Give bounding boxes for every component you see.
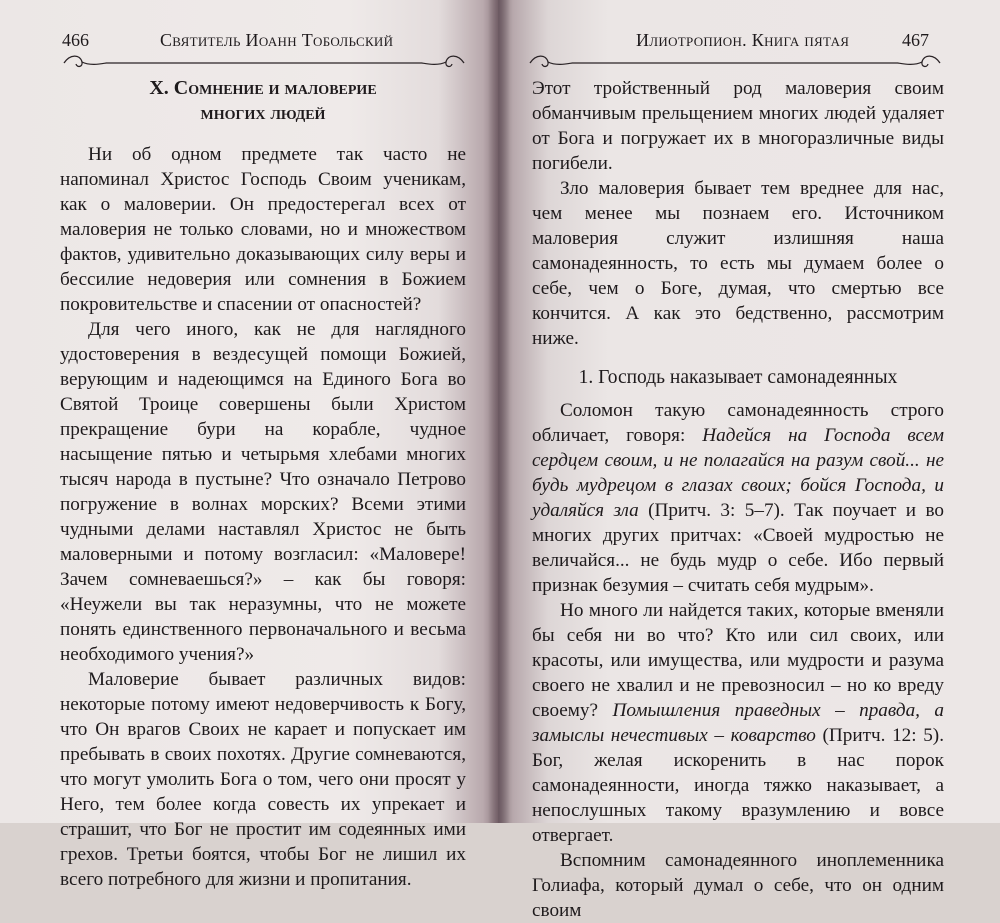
right-running-head: Илиотропион. Книга пятая <box>636 30 850 50</box>
right-paragraph-3 <box>532 398 944 598</box>
left-paragraph-2: Для чего иного, как не для наглядного удостоверения в вездесущей помощи Божией, верующим и надеющимся на Единого Бога во Святой Троице совершены были Христом прекращение бури на корабле, чудное насыщение пятью и четырьмя хлебами многих тысяч народа в пустыне? Что означало Петрово погружение в волнах морских? Всеми этими чудными делами наставлял Христос не быть маловерными и потому возгласил: «Маловере! Зачем сомневаешься?» – как бы говоря: «Неужели вы так неразумны, что не можете понять единственного первоначального и весьма необходимого учения?» <box>60 319 466 665</box>
chapter-title <box>60 76 466 126</box>
right-page-number: 467 <box>902 30 929 50</box>
para3-quote: Надейся на Господа всем сердцем своим, и не полагайся на разум свой... не будь мудрецом в глазах своих; бойся Господа, и удаляйся зла <box>532 425 944 521</box>
right-page <box>498 0 1000 921</box>
left-ornament-rule <box>60 54 468 72</box>
section-subheading: 1. Господь наказывает самонадеянных <box>578 367 898 388</box>
para3-text-a: Соломон такую самонадеянность строго обличает, говоря: <box>532 400 944 446</box>
right-ornament-rule <box>526 54 944 72</box>
chapter-title-line1: X. Сомнение и маловерие <box>149 77 377 99</box>
para4-text-b: (Притч. 12: 5). Бог, желая искоренить в нас порок самонадеянности, иногда тяжко наказывает, а непослушных такому вразумлению и вовсе отвергает. <box>532 725 944 846</box>
book-spine-shadow <box>488 0 510 823</box>
right-paragraph-4 <box>532 598 944 848</box>
para3-text-b: (Притч. 3: 5–7). Так поучает и во многих других притчах: «Своей мудростью не величайся... не будь мудр о себе. Ибо первый признак безумия – считать себя мудрым». <box>532 500 945 596</box>
left-paragraph-1: Ни об одном предмете так часто не напоминал Христос Господь Своим ученикам, как о маловерии. Он предостерегал всех от маловерия не только словами, но и множеством фактов, удивительно доказывающих силу веры и бессилие недоверия или сомнения в Божием покровительстве и спасении от опасностей? <box>60 144 466 315</box>
left-running-head: Святитель Иоанн Тобольский <box>160 30 394 50</box>
right-paragraph-2: Зло маловерия бывает тем вреднее для нас, чем менее мы познаем его. Источником маловерия служит излишняя наша самонадеянность, то есть мы думаем более о себе, чем о Боге, думая, что смертью все кончится. А как это бедственно, рассмотрим ниже. <box>532 178 944 349</box>
para4-text-a: Но много ли найдется таких, которые вменяли бы себя ни во что? Кто или сил своих, или красоты, или имущества, или мудрости и разума своего не хвалил и не превозносил – но ко вреду своему? <box>532 600 944 721</box>
para4-quote: Помышления праведных – правда, а замыслы нечестивых – коварство <box>532 700 944 746</box>
right-paragraph-1: Этот тройственный род маловерия своим обманчивым прельщением многих людей удаляет от Бога и погружает их в многоразличные виды погибели. <box>532 78 944 174</box>
left-page-number: 466 <box>62 30 89 50</box>
left-page <box>0 0 498 890</box>
right-text-column <box>532 76 944 923</box>
left-paragraph-3: Маловерие бывает различных видов: некоторые потому имеют недоверчивость к Богу, что Он врагов Своих не карает и попускает им пребывать в своих похотях. Другие сомневаются, что могут умолить Бога о том, чего они просят у Него, тем более когда совесть их упрекает и страшит, что Бог не простит им содеянных ими грехов. Третьи боятся, чтобы Бог не лишил их всего потребного для жизни и пропитания. <box>60 669 466 890</box>
left-text-column <box>60 76 466 892</box>
chapter-title-line2: многих людей <box>200 102 326 124</box>
right-paragraph-5: Вспомним самонадеянного иноплеменника Голиафа, который думал о себе, что он одним своим <box>532 850 944 921</box>
